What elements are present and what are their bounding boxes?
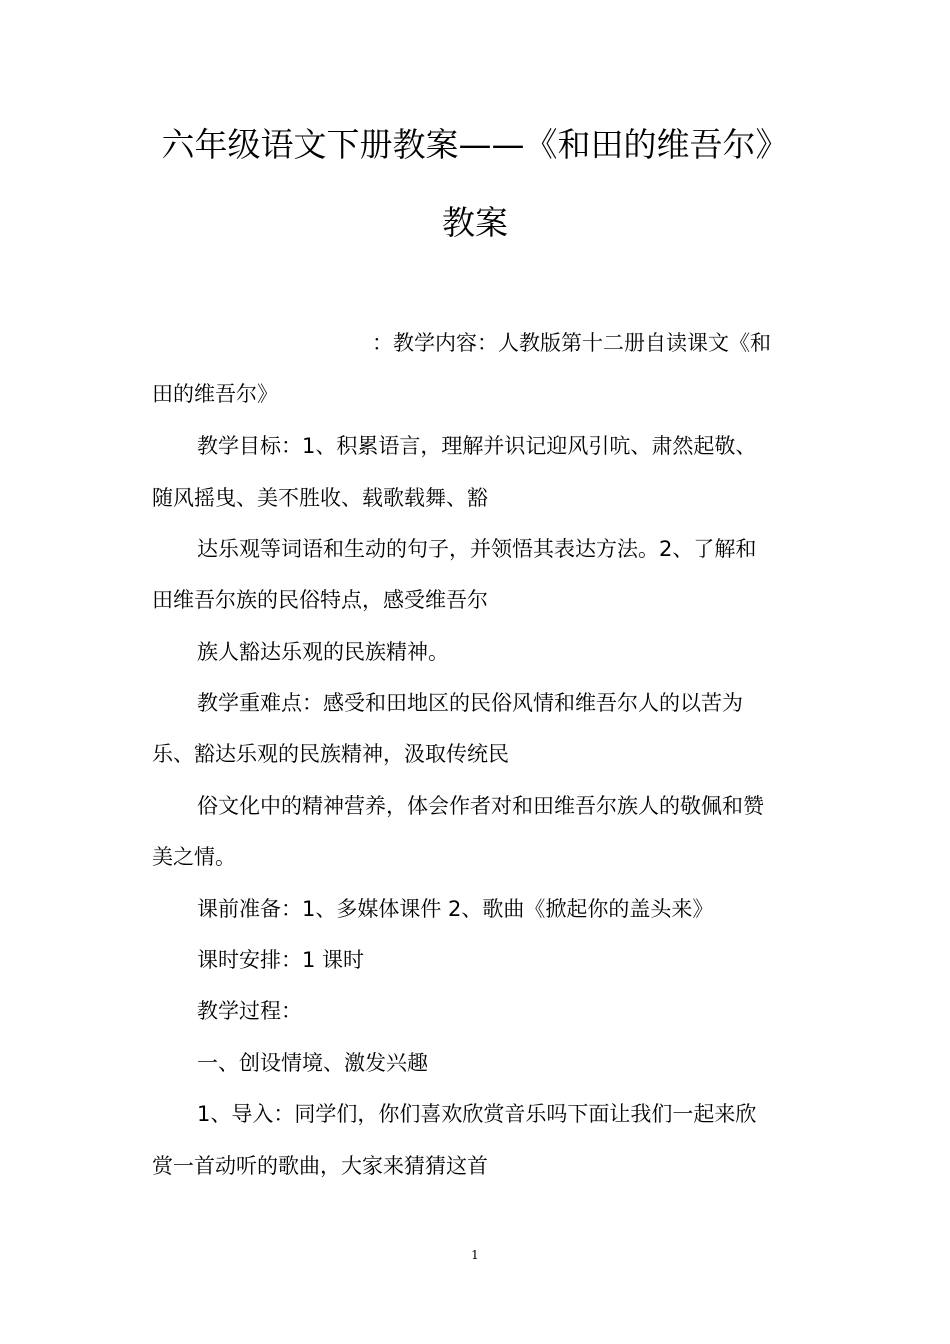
paragraph-line: 乐、豁达乐观的民族精神，汲取传统民 bbox=[152, 742, 509, 766]
paragraph-line: 美之情。 bbox=[152, 845, 236, 869]
paragraph-line: ：教学内容：人教版第十二册自读课文《和 bbox=[372, 331, 771, 355]
page-number: 1 bbox=[471, 1248, 479, 1262]
document-title-line-2: 教案 bbox=[442, 203, 508, 242]
paragraph-line: 赏一首动听的歌曲，大家来猜猜这首 bbox=[152, 1154, 488, 1178]
paragraph-line: 族人豁达乐观的民族精神。 bbox=[197, 640, 449, 664]
paragraph-line: 随风摇曳、美不胜收、载歌载舞、豁 bbox=[152, 486, 488, 510]
paragraph-line: 俗文化中的精神营养，体会作者对和田维吾尔族人的敬佩和赞 bbox=[197, 794, 764, 818]
paragraph-line: 1、导入：同学们，你们喜欢欣赏音乐吗下面让我们一起来欣 bbox=[197, 1102, 757, 1126]
paragraph-line: 教学过程： bbox=[197, 999, 302, 1023]
paragraph-line: 教学重难点：感受和田地区的民俗风情和维吾尔人的以苦为 bbox=[197, 691, 743, 715]
paragraph-line: 田维吾尔族的民俗特点，感受维吾尔 bbox=[152, 588, 488, 612]
document-title-line-1: 六年级语文下册教案——《和田的维吾尔》 bbox=[161, 125, 789, 164]
paragraph-line: 田的维吾尔》 bbox=[152, 382, 278, 406]
paragraph-line: 课时安排：1 课时 bbox=[197, 948, 365, 972]
paragraph-line: 课前准备：1、多媒体课件 2、歌曲《掀起你的盖头来》 bbox=[197, 897, 714, 921]
section-heading: 一、创设情境、激发兴趣 bbox=[197, 1051, 428, 1075]
paragraph-line: 达乐观等词语和生动的句子，并领悟其表达方法。2、了解和 bbox=[197, 537, 757, 561]
paragraph-line: 教学目标：1、积累语言，理解并识记迎风引吭、肃然起敬、 bbox=[197, 434, 757, 458]
